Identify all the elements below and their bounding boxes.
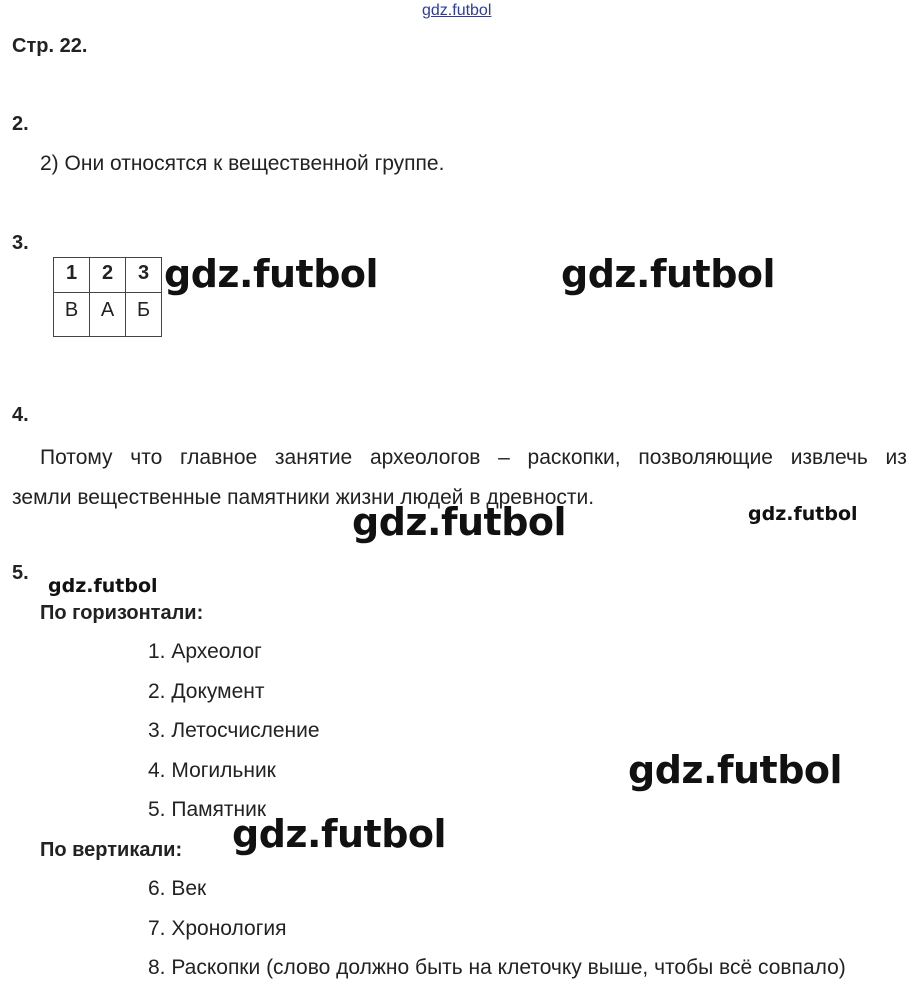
crossword-answer-item: 8. Раскопки (слово должно быть на клеточку выше, чтобы всё совпало) (148, 956, 846, 979)
crossword-answer-item: 3. Летосчисление (148, 719, 320, 742)
crossword-answer-item: 4. Могильник (148, 759, 276, 782)
word: извлечь (790, 446, 868, 469)
word: занятие (274, 446, 353, 469)
word: – (498, 446, 510, 469)
word: археологов (369, 446, 481, 469)
watermark-text: gdz.futbol (748, 503, 858, 525)
question-2-answer: 2) Они относятся к вещественной группе. (40, 152, 445, 175)
answer-table (53, 257, 162, 337)
word: Потому (40, 446, 113, 469)
crossword-answer-item: 5. Памятник (148, 798, 267, 821)
question-2-number: 2. (12, 113, 29, 135)
question-3-number: 3. (12, 232, 29, 254)
answer-table-header-cell: 2 (90, 258, 126, 293)
answer-table-value-cell: В (54, 293, 90, 337)
crossword-answer-item: 1. Археолог (148, 640, 262, 663)
answer-table-header-cell: 1 (54, 258, 90, 293)
word: из (885, 446, 907, 469)
word: позволяющие (638, 446, 773, 469)
watermark-text: gdz.futbol (48, 575, 158, 597)
crossword-answer-item: 2. Документ (148, 680, 265, 703)
word: раскопки, (527, 446, 621, 469)
watermark-text: gdz.futbol (628, 748, 843, 792)
crossword-answer-item: 7. Хронология (148, 917, 287, 940)
answer-table-value-cell: А (90, 293, 126, 337)
question-4-line-2: земли вещественные памятники жизни людей в древности. (12, 486, 595, 509)
answer-table-header-row (54, 258, 162, 293)
vertical-heading: По вертикали: (40, 839, 183, 861)
answer-table-value-cell: Б (126, 293, 162, 337)
watermark-text: gdz.futbol (352, 500, 567, 544)
horizontal-heading: По горизонтали: (40, 602, 204, 624)
question-5-number: 5. (12, 562, 29, 584)
word: главное (179, 446, 258, 469)
watermark-text: gdz.futbol (164, 252, 379, 296)
question-4-line-1 (12, 438, 907, 478)
top-watermark-link[interactable]: gdz.futbol (422, 2, 492, 19)
word: что (130, 446, 163, 469)
watermark-text: gdz.futbol (232, 812, 447, 856)
question-4-number: 4. (12, 404, 29, 426)
answer-table-header-cell: 3 (126, 258, 162, 293)
crossword-answer-item: 6. Век (148, 877, 207, 900)
page-label: Стр. 22. (12, 35, 88, 57)
watermark-text: gdz.futbol (561, 252, 776, 296)
answer-table-value-row (54, 293, 162, 337)
